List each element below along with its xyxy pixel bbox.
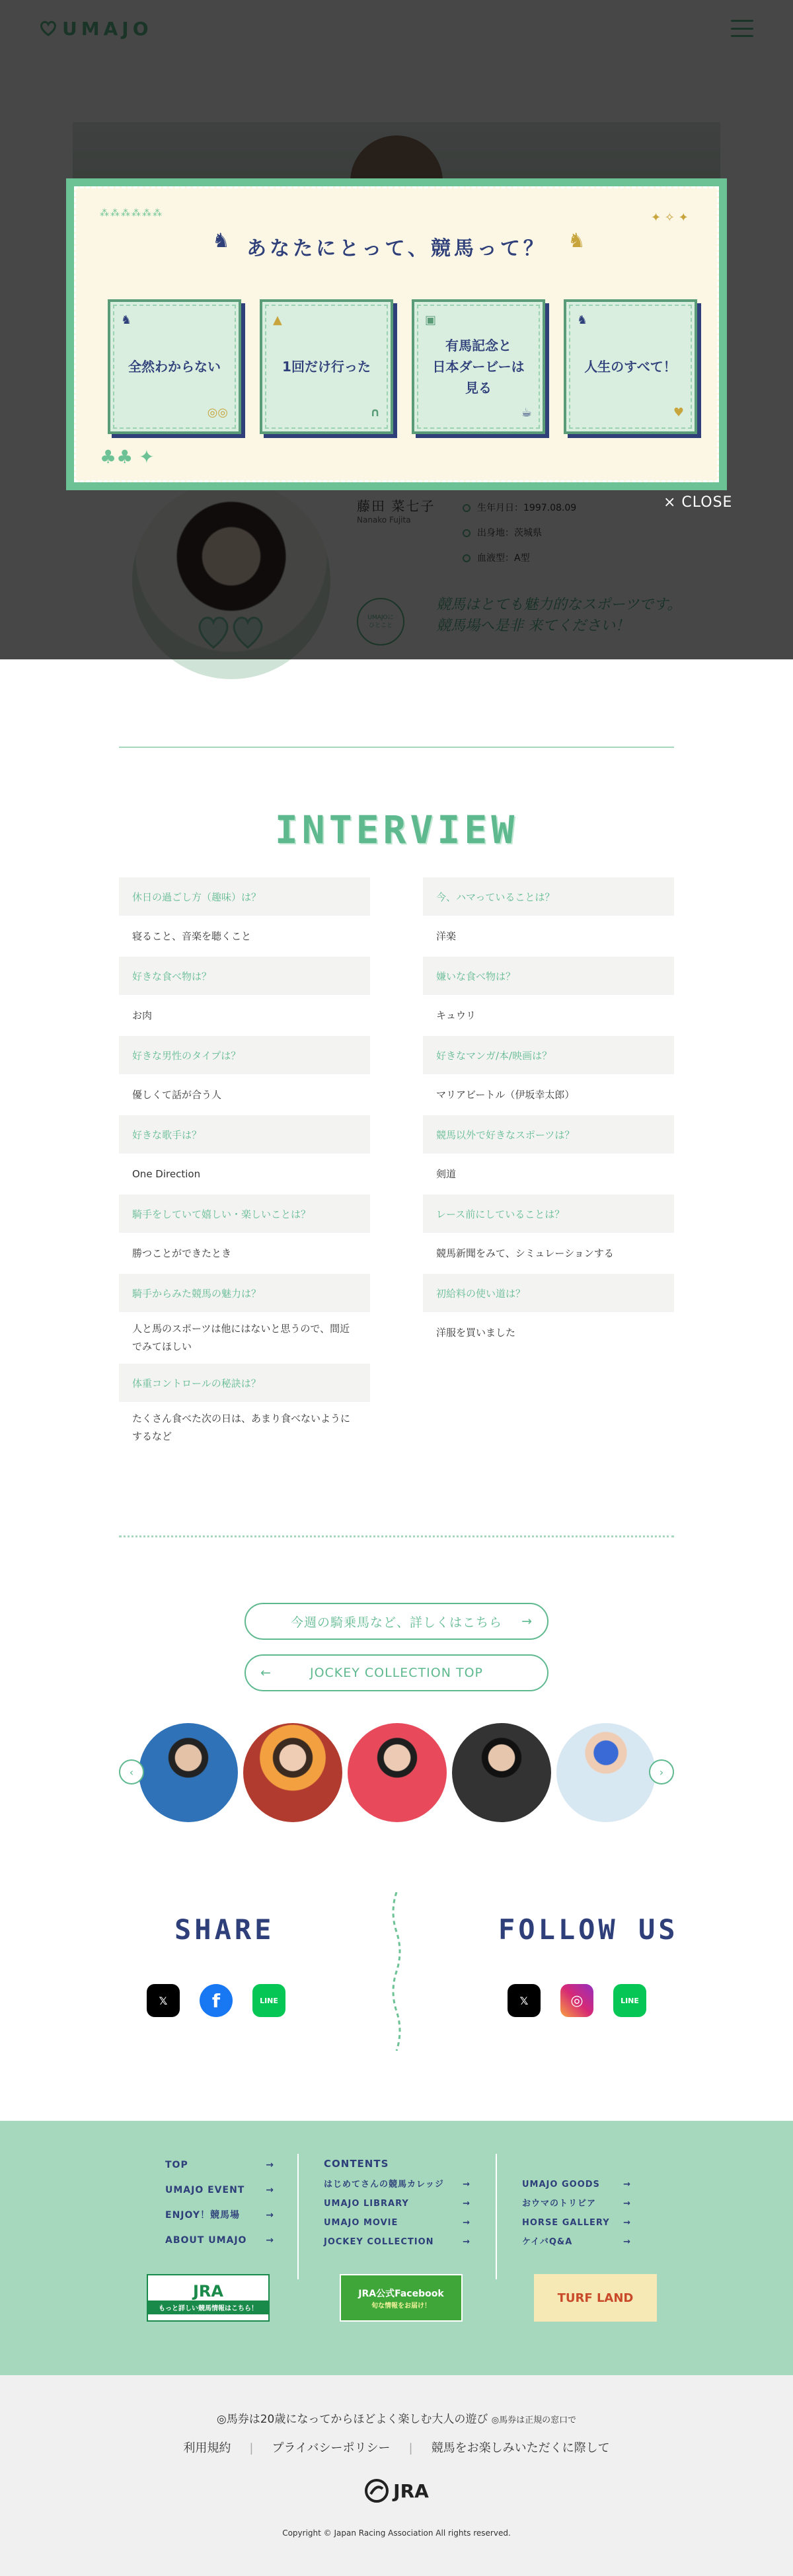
- jockey-collection-top-button[interactable]: ← JOCKEY COLLECTION TOP: [245, 1654, 548, 1691]
- interview-answer: 剣道: [436, 1167, 457, 1180]
- share-title: SHARE: [174, 1913, 275, 1946]
- interview-answer: 勝つことができたとき: [132, 1247, 232, 1259]
- arrow-right-icon: →: [463, 2237, 471, 2247]
- interview-question: 好きな食べ物は？: [119, 957, 370, 995]
- footer-link[interactable]: はじめてさんの競馬カレッジ →: [324, 2175, 471, 2194]
- share-facebook-icon[interactable]: f: [200, 1984, 233, 2017]
- legal-links: 利用規約 | プライバシーポリシー | 競馬をお楽しみいただくに際して: [183, 2441, 610, 2455]
- privacy-link[interactable]: プライバシーポリシー: [272, 2441, 391, 2455]
- jra-emblem-icon: [364, 2478, 389, 2503]
- site-footer: [0, 2121, 793, 2375]
- interview-question: 今、ハマっていることは？: [423, 877, 674, 916]
- pixel-horse-icon: ♞: [121, 313, 132, 327]
- jockey-thumb[interactable]: [452, 1723, 551, 1822]
- pixel-mug-icon: ☕: [521, 406, 532, 420]
- interview-answer: マリアビートル（伊坂幸太郎）: [436, 1088, 575, 1101]
- choice-once[interactable]: 1回だけ行った ▲ ∩: [260, 299, 393, 434]
- footer-link[interactable]: おウマのトリビア →: [522, 2194, 631, 2213]
- arrow-right-icon: →: [521, 1614, 533, 1629]
- footer-separator: [297, 2154, 299, 2279]
- interview-question: 好きなマンガ/本/映画は？: [423, 1036, 674, 1074]
- terms-link[interactable]: 利用規約: [183, 2441, 231, 2455]
- jockey-thumb[interactable]: [556, 1723, 656, 1822]
- carousel-prev-button[interactable]: ‹: [119, 1759, 144, 1785]
- arrow-right-icon: →: [623, 2237, 631, 2247]
- jockey-thumb[interactable]: [243, 1723, 342, 1822]
- interview-question: 初給料の使い道は？: [423, 1274, 674, 1312]
- enjoy-notice-link[interactable]: 競馬をお楽しみいただくに際して: [431, 2441, 610, 2455]
- jra-facebook-banner[interactable]: JRA公式Facebook 旬な情報をお届け！: [340, 2274, 463, 2322]
- arrow-right-icon: →: [623, 2218, 631, 2228]
- interview-answer: たくさん食べた次の日は、あまり食べないようにするなど: [132, 1413, 351, 1442]
- interview-question: 体重コントロールの秘訣は？: [119, 1364, 370, 1402]
- arrow-right-icon: →: [266, 2160, 274, 2170]
- modal-body: [74, 186, 719, 482]
- interview-answer: 優しくて話が合う人: [132, 1088, 222, 1101]
- footer-link[interactable]: ケイバQ&A →: [522, 2232, 631, 2252]
- qa-left-column: [119, 877, 370, 1454]
- interview-answer: お肉: [132, 1009, 153, 1021]
- footer-separator: [496, 2154, 497, 2279]
- arrow-right-icon: →: [266, 2235, 274, 2246]
- interview-answer: 人と馬のスポーツは他にはないと思うので、間近でみてほしい: [132, 1323, 350, 1352]
- sparkle-icon: ✦ ✧ ✦: [651, 211, 689, 225]
- jockey-carousel: [119, 1720, 674, 1826]
- jockey-thumb[interactable]: [348, 1723, 447, 1822]
- footer-contents-heading: CONTENTS: [324, 2158, 389, 2170]
- interview-question: 競馬以外で好きなスポーツは？: [423, 1115, 674, 1154]
- pixel-horse-icon: ♞: [568, 229, 585, 252]
- footer-link[interactable]: HORSE GALLERY →: [522, 2213, 631, 2232]
- horseshoe-icon: ∩: [370, 406, 380, 420]
- jockey-thumb[interactable]: [139, 1723, 238, 1822]
- jra-logo[interactable]: JRA: [357, 2473, 436, 2509]
- footer-link[interactable]: UMAJO LIBRARY →: [324, 2194, 471, 2213]
- arrow-right-icon: →: [463, 2199, 471, 2209]
- interview-answer: 寝ること、音楽を聴くこと: [132, 930, 252, 942]
- choice-everything[interactable]: 人生のすべて！ ♞ ♥: [564, 299, 697, 434]
- arrow-right-icon: →: [623, 2180, 631, 2190]
- interview-question: 騎手をしていて嬉しい・楽しいことは？: [119, 1195, 370, 1233]
- pixel-horse-icon: ♞: [212, 229, 230, 252]
- pixel-tree-icon: ♣♣ ✦: [100, 446, 155, 468]
- pixel-horse-icon: ♞: [577, 313, 588, 327]
- follow-title: FOLLOW US: [498, 1913, 679, 1946]
- arrow-right-icon: →: [463, 2180, 471, 2190]
- footer-link[interactable]: UMAJO MOVIE →: [324, 2213, 471, 2232]
- arrow-right-icon: →: [266, 2185, 274, 2195]
- share-x-icon[interactable]: 𝕏: [147, 1984, 180, 2017]
- interview-answer: 洋服を買いました: [436, 1326, 516, 1339]
- choice-list: [108, 299, 697, 434]
- modal-close-button[interactable]: × CLOSE: [663, 494, 733, 511]
- interview-answer: 競馬新聞をみて、シミュレーションする: [436, 1247, 614, 1259]
- carousel-next-button[interactable]: ›: [649, 1759, 674, 1785]
- arrow-right-icon: →: [623, 2199, 631, 2209]
- heart-icon: ♥: [673, 406, 684, 420]
- arrow-right-icon: →: [463, 2218, 471, 2228]
- interview-question: レース前にしていることは？: [423, 1195, 674, 1233]
- footer-link[interactable]: UMAJO GOODS →: [522, 2175, 631, 2194]
- interview-question: 好きな歌手は？: [119, 1115, 370, 1154]
- copyright: Copyright © Japan Racing Association All rights reserved.: [282, 2528, 511, 2538]
- interview-answer: 洋楽: [436, 930, 457, 942]
- legal-footer: [0, 2375, 793, 2576]
- footer-nav-main: [165, 2153, 274, 2253]
- follow-x-icon[interactable]: 𝕏: [508, 1984, 541, 2017]
- quiz-modal: [66, 178, 727, 490]
- choice-none[interactable]: 全然わからない ♞ ◎◎: [108, 299, 241, 434]
- arrow-right-icon: →: [266, 2210, 274, 2221]
- arrow-left-icon: ←: [260, 1666, 272, 1680]
- pixel-tv-icon: ▣: [425, 313, 437, 327]
- interview-qa: [119, 877, 674, 1454]
- footer-nav-contents: [324, 2153, 471, 2252]
- qa-right-column: [423, 877, 674, 1454]
- pixel-binoculars-icon: ◎◎: [207, 406, 228, 420]
- section-divider: [119, 747, 674, 748]
- vine-divider-icon: [389, 1892, 404, 2051]
- footer-nav-extra: [522, 2175, 631, 2252]
- modal-title: あなたにとって、競馬って？: [246, 237, 547, 260]
- turf-land-banner[interactable]: TURF LAND: [534, 2274, 657, 2322]
- choice-big-races[interactable]: 有馬記念と 日本ダービーは 見る ▣ ☕: [412, 299, 545, 434]
- more-details-button[interactable]: 今週の騎乗馬など、詳しくはこちら →: [245, 1603, 548, 1640]
- footer-link[interactable]: UMAJO EVENT →: [165, 2178, 274, 2203]
- interview-question: 休日の過ごし方（趣味）は？: [119, 877, 370, 916]
- jra-banner[interactable]: JRA もっと詳しい競馬情報はこちら！: [147, 2274, 270, 2322]
- section-divider: [119, 1535, 674, 1537]
- interview-question: 騎手からみた競馬の魅力は？: [119, 1274, 370, 1312]
- footer-link[interactable]: JOCKEY COLLECTION →: [324, 2232, 471, 2252]
- footer-link[interactable]: TOP →: [165, 2153, 274, 2178]
- follow-line-icon[interactable]: LINE: [613, 1984, 646, 2017]
- interview-question: 嫌いな食べ物は？: [423, 957, 674, 995]
- interview-answer: キュウリ: [436, 1009, 476, 1021]
- interview-title: INTERVIEW: [274, 807, 519, 852]
- footer-link[interactable]: ABOUT UMAJO →: [165, 2228, 274, 2253]
- interview-question: 好きな男性のタイプは？: [119, 1036, 370, 1074]
- pixel-hat-icon: ▲: [273, 313, 282, 327]
- share-line-icon[interactable]: LINE: [252, 1984, 285, 2017]
- follow-instagram-icon[interactable]: ◎: [560, 1984, 593, 2017]
- footer-link[interactable]: ENJOY！競馬場 →: [165, 2203, 274, 2228]
- interview-answer: One Direction: [132, 1167, 201, 1180]
- betting-notice: ◎馬券は20歳になってからほどよく楽しむ大人の遊び ◎馬券は正規の窓口で: [216, 2413, 577, 2426]
- pixel-flowers-icon: ⁂⁂⁂⁂⁂⁂: [100, 208, 163, 219]
